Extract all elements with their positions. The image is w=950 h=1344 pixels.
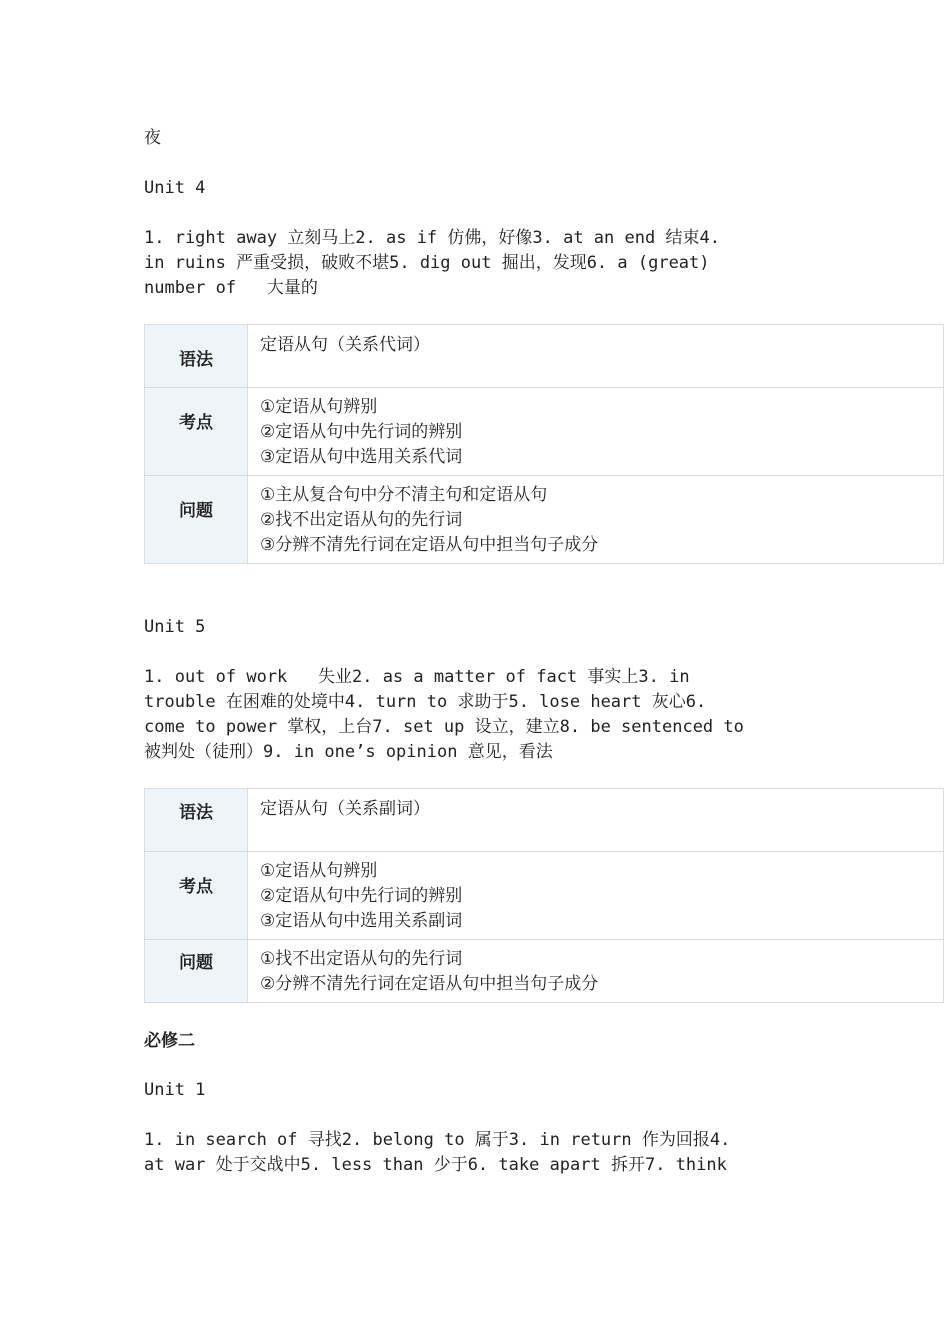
vocab-line: in ruins 严重受损，破败不堪5. dig out 掘出，发现6. a (great)	[144, 253, 710, 273]
point-item: ③定语从句中选用关系副词	[260, 911, 463, 931]
problem-item: ②找不出定语从句的先行词	[260, 510, 463, 530]
vocab-line: come to power 掌权，上台7. set up 设立，建立8. be sentenced to	[144, 717, 744, 737]
book2-unit1-vocab	[144, 1128, 804, 1178]
vocab-line: 1. out of work 失业2. as a matter of fact 事实上3. in	[144, 667, 690, 687]
unit4-vocab	[144, 226, 804, 301]
grammar-label: 语法	[145, 789, 248, 852]
points-list	[248, 388, 944, 476]
problems-list	[248, 476, 944, 564]
unit4-grammar-table	[144, 324, 944, 564]
vocab-line: trouble 在困难的处境中4. turn to 求助于5. lose heart 灰心6.	[144, 692, 707, 712]
points-label: 考点	[145, 852, 248, 940]
problems-label: 问题	[145, 476, 248, 564]
vocab-line: number of 大量的	[144, 278, 318, 298]
unit5-vocab	[144, 665, 804, 765]
vocab-line: 被判处（徒刑）9. in one’s opinion 意见，看法	[144, 742, 553, 762]
problems-label: 问题	[145, 940, 248, 1003]
point-item: ①定语从句辨别	[260, 861, 378, 881]
points-list	[248, 852, 944, 940]
unit5-grammar-table	[144, 788, 944, 1003]
grammar-value: 定语从句（关系代词）	[248, 325, 944, 388]
problem-item: ①找不出定语从句的先行词	[260, 949, 463, 969]
vocab-line: at war 处于交战中5. less than 少于6. take apart 拆开7. think	[144, 1155, 727, 1175]
book2-title: 必修二	[144, 1031, 195, 1051]
unit4-title: Unit 4	[144, 178, 206, 198]
problem-item: ③分辨不清先行词在定语从句中担当句子成分	[260, 535, 599, 555]
vocab-line: 1. in search of 寻找2. belong to 属于3. in return 作为回报4.	[144, 1130, 731, 1150]
problem-item: ②分辨不清先行词在定语从句中担当句子成分	[260, 974, 599, 994]
point-item: ③定语从句中选用关系代词	[260, 447, 463, 467]
points-label: 考点	[145, 388, 248, 476]
point-item: ②定语从句中先行词的辨别	[260, 886, 463, 906]
book2-unit1-title: Unit 1	[144, 1080, 206, 1100]
problem-item: ①主从复合句中分不清主句和定语从句	[260, 485, 548, 505]
point-item: ①定语从句辨别	[260, 397, 378, 417]
vocab-line: 1. right away 立刻马上2. as if 仿佛，好像3. at an end 结束4.	[144, 228, 720, 248]
point-item: ②定语从句中先行词的辨别	[260, 422, 463, 442]
problems-list	[248, 940, 944, 1003]
grammar-value: 定语从句（关系副词）	[248, 789, 944, 852]
top-character: 夜	[144, 128, 161, 148]
unit5-title: Unit 5	[144, 617, 206, 637]
grammar-label: 语法	[145, 325, 248, 388]
